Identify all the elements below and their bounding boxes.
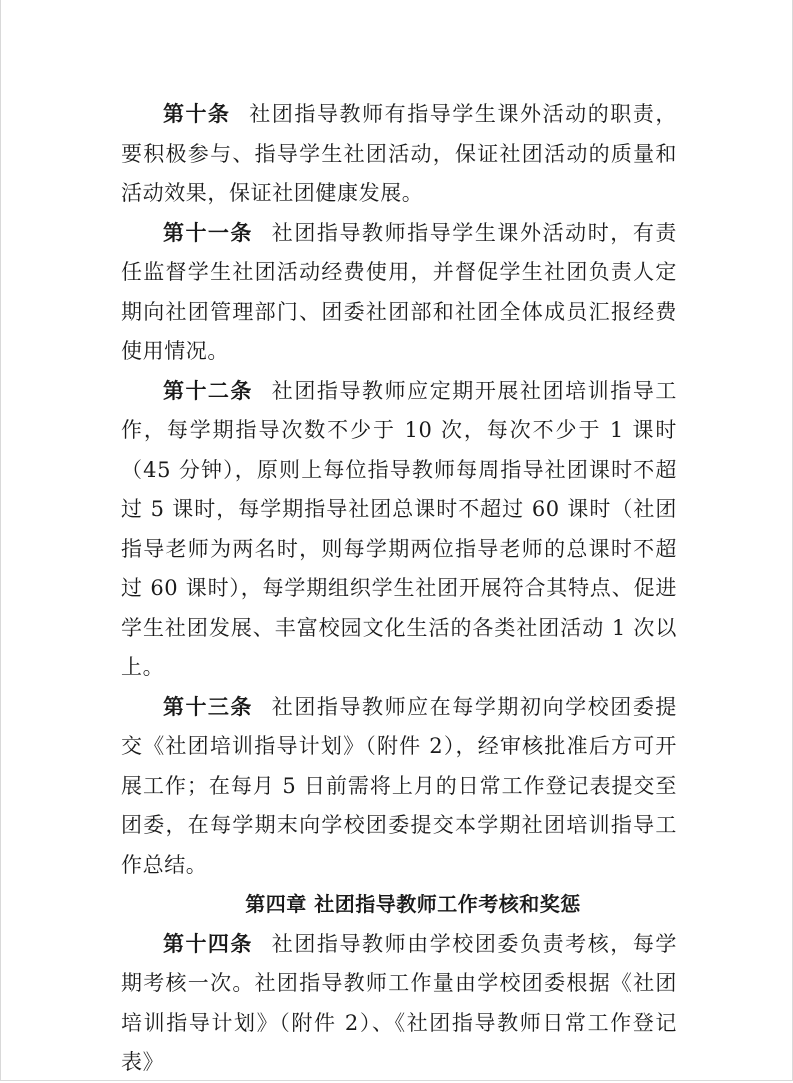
article-text: 社团指导教师有指导学生课外活动的职责，要积极参与、指导学生社团活动，保证社团活动的质量和活动效果，保证社团健康发展。 <box>121 102 677 205</box>
article-text: 社团指导教师应定期开展社团培训指导工作，每学期指导次数不少于 10 次，每次不少于 1 课时（45 分钟），原则上每位指导教师每周指导社团课时不超过 5 课时，每学期指导社团总课时不超过 60 课时（社团指导老师为两名时，则每学期两位指导老师的总课时不超过 60 课时），每学期组织学生社团开展符合其特点、促进学生社团发展、丰富校园文化生活的各类社团活动 1 次以上。 <box>121 378 677 679</box>
article-number: 第十条 <box>163 102 231 126</box>
article-11 <box>121 214 677 372</box>
article-text: 社团指导教师应在每学期初向学校团委提交《社团培训指导计划》（附件 2），经审核批准后方可开展工作；在每月 5 日前需将上月的日常工作登记表提交至团委，在每学期末向学校团委提交本学期社团培训指导工作总结。 <box>121 694 677 877</box>
article-10 <box>121 95 677 214</box>
article-12 <box>121 372 677 688</box>
article-number: 第十四条 <box>163 931 253 956</box>
article-number: 第十三条 <box>163 694 253 719</box>
article-number: 第十二条 <box>163 378 253 403</box>
article-14 <box>121 925 677 1083</box>
article-text: 社团指导教师指导学生课外活动时，有责任监督学生社团活动经费使用，并督促学生社团负责人定期向社团管理部门、团委社团部和社团全体成员汇报经费使用情况。 <box>121 220 677 363</box>
chapter-heading: 第四章 社团指导教师工作考核和奖惩 <box>245 892 581 916</box>
article-13 <box>121 688 677 886</box>
article-text: 社团指导教师由学校团委负责考核，每学期考核一次。社团指导教师工作量由学校团委根据《社团培训指导计划》（附件 2）、《社团指导教师日常工作登记表》 <box>121 931 677 1074</box>
article-number: 第十一条 <box>163 220 253 245</box>
document-body <box>121 95 677 1083</box>
